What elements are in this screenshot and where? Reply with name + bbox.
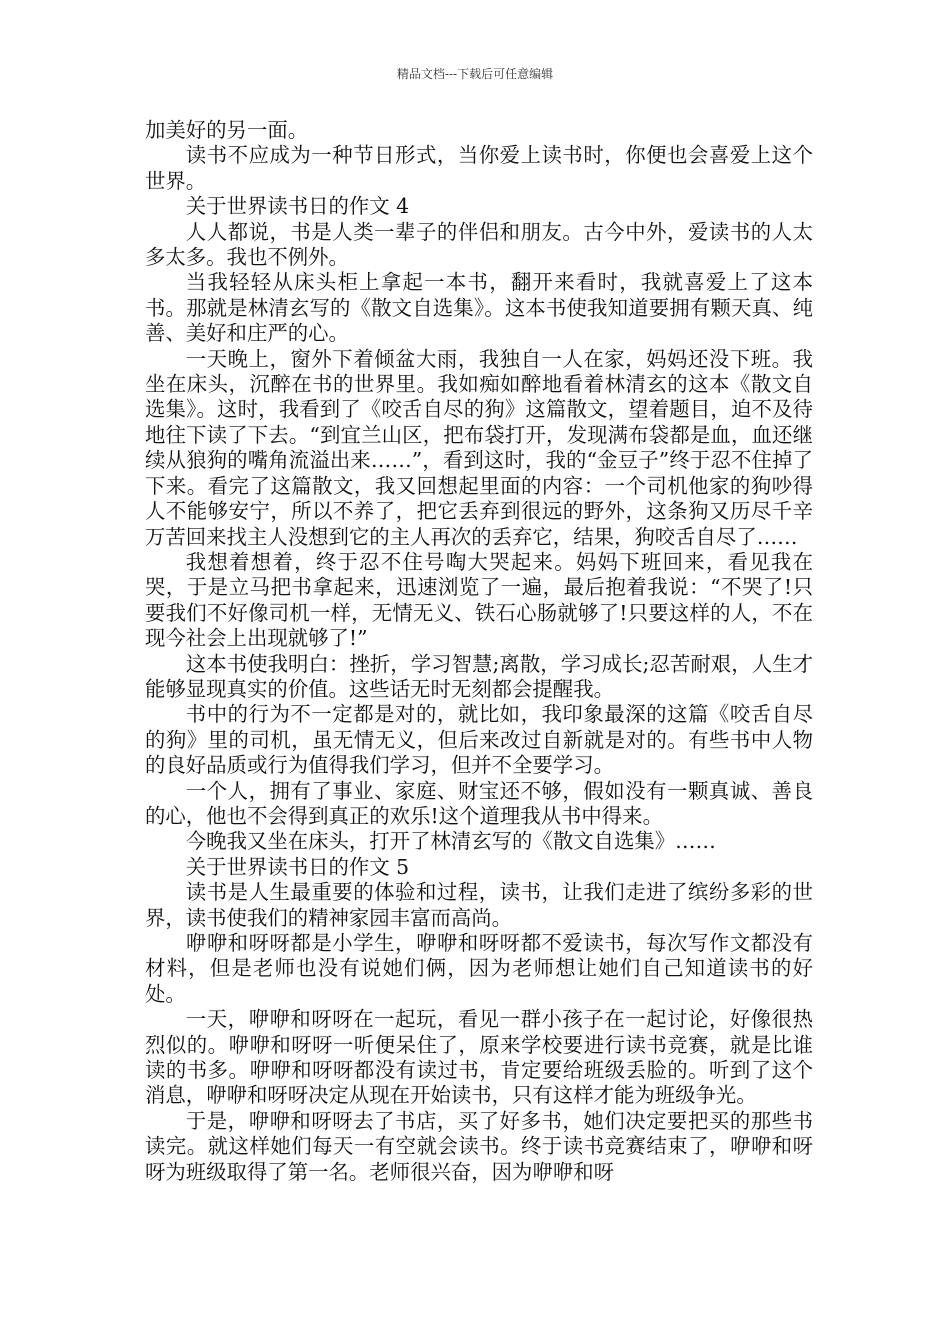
section-heading: 关于世界读书日的作文 4 <box>185 194 410 219</box>
paragraph: 一天晚上，窗外下着倾盆大雨，我独自一人在家，妈妈还没下班。我坐在床头，沉醉在书的世界里。我如痴如醉地看着林清玄的这本《散文自选集》。这时，我看到了《咬舌自尽的狗》这篇散文，望着题目，迫不及待地往下读了下去。“到宜兰山区，把布袋打开，发现满布袋都是血，血还继续从狼狗的嘴角流溢出来……”，看到这时，我的“金豆子”终于忍不住掉了下来。看完了这篇散文，我又回想起里面的内容：一个司机他家的狗吵得人不能够安宁，所以不养了，把它丢弃到很远的野外，这条狗又历尽千辛万苦回来找主人没想到它的主人再次的丢弃它，结果，狗咬舌自尽了…… <box>145 346 813 549</box>
paragraph: 读书是人生最重要的体验和过程，读书，让我们走进了缤纷多彩的世界，读书使我们的精神家园丰富而高尚。 <box>145 880 813 930</box>
paragraph: 读书不应成为一种节日形式，当你爱上读书时，你便也会喜爱上这个世界。 <box>145 143 813 193</box>
document-body <box>145 118 813 1185</box>
paragraph: 咿咿和呀呀都是小学生，咿咿和呀呀都不爱读书，每次写作文都没有材料，但是老师也没有说她们俩，因为老师想让她们自己知道读书的好处。 <box>145 931 813 1006</box>
section-heading: 关于世界读书日的作文 5 <box>185 854 410 879</box>
paragraph: 我想着想着，终于忍不住号啕大哭起来。妈妈下班回来，看见我在哭，于是立马把书拿起来，迅速浏览了一遍，最后抱着我说：“不哭了!只要我们不好像司机一样，无情无义、铁石心肠就够了!只要这样的人，不在现今社会上出现就够了!” <box>145 549 813 651</box>
paragraph: 当我轻轻从床头柜上拿起一本书，翻开来看时，我就喜爱上了这本书。那就是林清玄写的《散文自选集》。这本书使我知道要拥有颗天真、纯善、美好和庄严的心。 <box>145 270 813 346</box>
paragraph: 人人都说，书是人类一辈子的伴侣和朋友。古今中外，爱读书的人太多太多。我也不例外。 <box>145 219 813 270</box>
paragraph: 今晚我又坐在床头，打开了林清玄写的《散文自选集》…… <box>185 829 716 854</box>
paragraph: 一个人，拥有了事业、家庭、财宝还不够，假如没有一颗真诚、善良的心，他也不会得到真正的欢乐!这个道理我从书中得来。 <box>145 778 813 828</box>
paragraph: 一天，咿咿和呀呀在一起玩，看见一群小孩子在一起讨论，好像很热烈似的。咿咿和呀呀一听便呆住了，原来学校要进行读书竞赛，就是比谁读的书多。咿咿和呀呀都没有读过书，肯定要给班级丢脸的。听到了这个消息，咿咿和呀呀决定从现在开始读书，只有这样才能为班级争光。 <box>145 1007 813 1108</box>
paragraph: 于是，咿咿和呀呀去了书店，买了好多书，她们决定要把买的那些书读完。就这样她们每天一有空就会读书。终于读书竞赛结束了，咿咿和呀呀为班级取得了第一名。老师很兴奋，因为咿咿和呀 <box>145 1108 813 1184</box>
paragraph: 加美好的另一面。 <box>145 118 309 142</box>
paragraph: 这本书使我明白：挫折，学习智慧;离散，学习成长;忍苦耐艰，人生才能够显现真实的价值。这些话无时无刻都会提醒我。 <box>145 651 813 701</box>
page-header: 精品文档---下载后可任意编辑 <box>396 67 554 81</box>
paragraph: 书中的行为不一定都是对的，就比如，我印象最深的这篇《咬舌自尽的狗》里的司机，虽无情无义，但后来改过自新就是对的。有些书中人物的良好品质或行为值得我们学习，但并不全要学习。 <box>145 702 813 778</box>
